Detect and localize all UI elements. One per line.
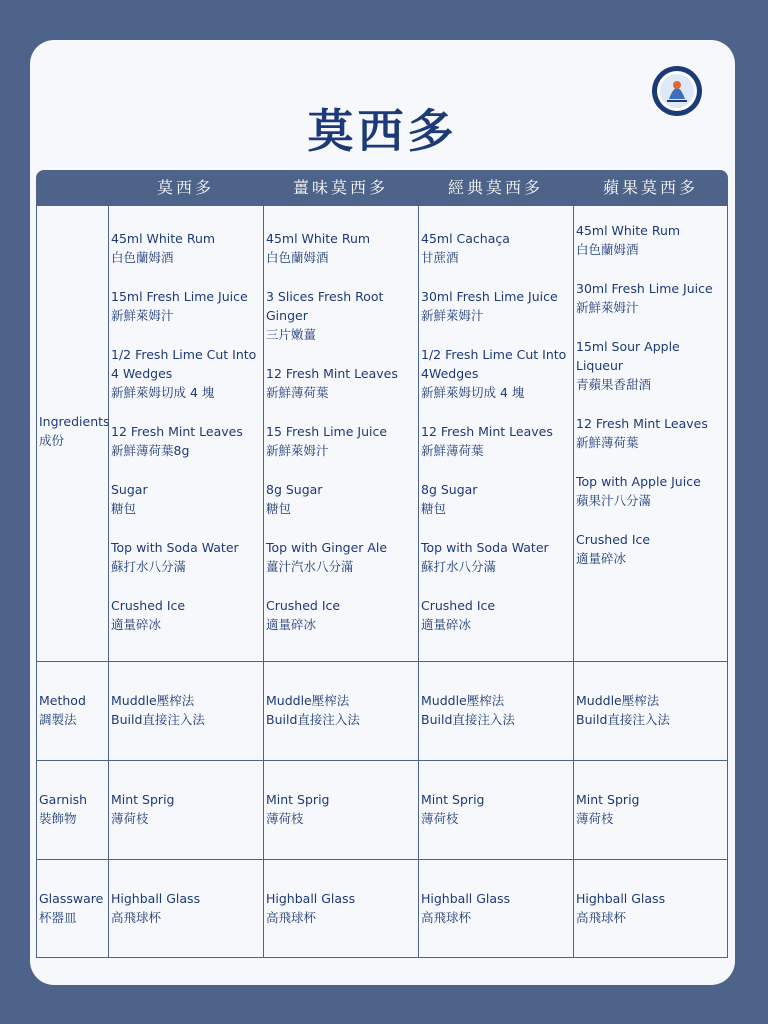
ingredients-cell (111, 229, 261, 654)
ingredient-item: 45ml White Rum 白色蘭姆酒 (266, 231, 371, 265)
row-label-method: Method 調製法 (39, 693, 86, 727)
ingredient-item: 30ml Fresh Lime Juice 新鮮萊姆汁 (576, 281, 713, 315)
glassware-cell: Highball Glass 高飛球杯 (111, 891, 201, 925)
recipe-table (36, 206, 728, 958)
garnish-cell: Mint Sprig 薄荷枝 (266, 792, 330, 826)
column-header: 經典莫西多 (447, 178, 543, 197)
column-header: 薑味莫西多 (292, 178, 388, 197)
grid-line (36, 206, 37, 958)
column-header: 莫西多 (156, 178, 214, 197)
grid-line (36, 760, 728, 761)
row-label-ingredients: Ingredients 成份 (39, 414, 110, 448)
garnish-cell: Mint Sprig 薄荷枝 (421, 792, 485, 826)
method-cell: Muddle壓榨法 Build直接注入法 (576, 693, 670, 727)
ingredient-item: Top with Apple Juice 蘋果汁八分滿 (576, 474, 701, 508)
ingredients-cell (421, 229, 571, 654)
grid-line (418, 206, 419, 958)
ingredient-item: 1/2 Fresh Lime Cut Into 4Wedges 新鮮萊姆切成 4 塊 (421, 347, 567, 400)
row-label-garnish: Garnish 裝飾物 (39, 792, 88, 826)
column-header: 蘋果莫西多 (602, 178, 698, 197)
ingredient-item: 30ml Fresh Lime Juice 新鮮萊姆汁 (421, 289, 558, 323)
page-title: 莫西多 (307, 104, 458, 158)
ingredient-item: 12 Fresh Mint Leaves 新鮮薄荷葉 (266, 366, 398, 400)
ingredient-item: 8g Sugar 糖包 (421, 482, 478, 516)
grid-line (263, 206, 264, 958)
glassware-cell: Highball Glass 高飛球杯 (421, 891, 511, 925)
ingredient-item: 12 Fresh Mint Leaves 新鮮薄荷葉 (421, 424, 553, 458)
ingredient-item: Sugar 糖包 (111, 482, 148, 516)
ingredient-item: 3 Slices Fresh Root Ginger 三片嫩薑 (266, 289, 384, 342)
row-label-glassware: Glassware 杯器皿 (39, 891, 104, 925)
method-cell: Muddle壓榨法 Build直接注入法 (111, 693, 205, 727)
ingredient-item: 15 Fresh Lime Juice 新鮮萊姆汁 (266, 424, 388, 458)
grid-line (36, 957, 728, 958)
table-header (36, 170, 728, 206)
garnish-cell: Mint Sprig 薄荷枝 (111, 792, 175, 826)
ingredient-item: 12 Fresh Mint Leaves 新鮮薄荷葉 (576, 416, 708, 450)
grid-line (573, 206, 574, 958)
ingredient-item: 45ml White Rum 白色蘭姆酒 (576, 223, 681, 257)
grid-line (36, 661, 728, 662)
method-cell: Muddle壓榨法 Build直接注入法 (421, 693, 515, 727)
ingredient-item: 45ml White Rum 白色蘭姆酒 (111, 231, 216, 265)
ingredient-item: Top with Soda Water 蘇打水八分滿 (421, 540, 549, 574)
ingredient-item: Top with Ginger Ale 薑汁汽水八分滿 (266, 540, 388, 574)
ingredient-item: 45ml Cachaça 甘蔗酒 (421, 231, 510, 265)
ingredient-item: Crushed Ice 適量碎冰 (111, 598, 186, 632)
grid-line (108, 206, 109, 958)
ingredients-cell (266, 229, 416, 654)
ingredient-item: 1/2 Fresh Lime Cut Into 4 Wedges 新鮮萊姆切成 4 塊 (111, 347, 257, 400)
glassware-cell: Highball Glass 高飛球杯 (576, 891, 666, 925)
method-cell: Muddle壓榨法 Build直接注入法 (266, 693, 360, 727)
ingredient-item: Top with Soda Water 蘇打水八分滿 (111, 540, 239, 574)
glassware-cell: Highball Glass 高飛球杯 (266, 891, 356, 925)
ingredient-item: Crushed Ice 適量碎冰 (266, 598, 341, 632)
ingredient-item: Crushed Ice 適量碎冰 (576, 532, 651, 566)
recipe-card (30, 40, 735, 985)
ingredient-item: 8g Sugar 糖包 (266, 482, 323, 516)
grid-line (36, 859, 728, 860)
ingredient-item: 15ml Fresh Lime Juice 新鮮萊姆汁 (111, 289, 248, 323)
garnish-cell: Mint Sprig 薄荷枝 (576, 792, 640, 826)
ingredient-item: 12 Fresh Mint Leaves 新鮮薄荷葉8g (111, 424, 243, 458)
ingredients-cell (576, 221, 727, 588)
grid-line (727, 206, 728, 958)
ingredient-item: 15ml Sour Apple Liqueur 青蘋果香甜酒 (576, 339, 680, 392)
ingredient-item: Crushed Ice 適量碎冰 (421, 598, 496, 632)
